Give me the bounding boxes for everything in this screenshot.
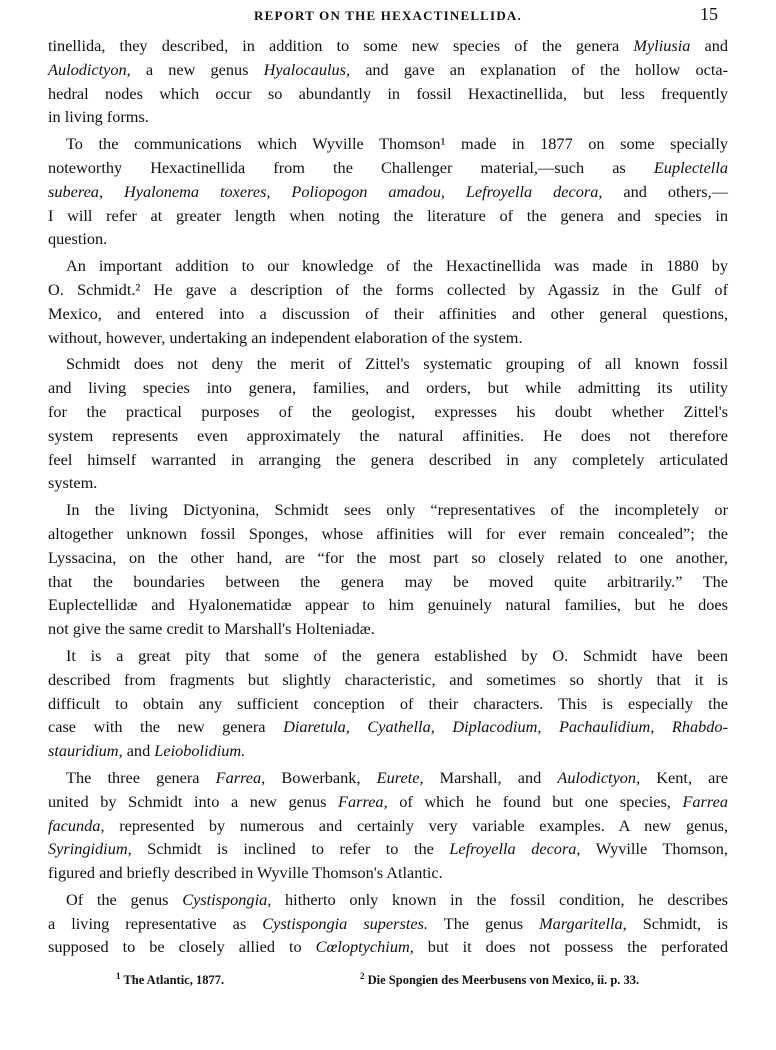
text-span: hedral nodes which occur so abundantly in fossil Hexactinellida, but less frequently [48, 83, 728, 103]
text-span: In the living Dictyonina, Schmidt sees only “representatives of the incompletely or [66, 500, 728, 520]
italic-text: Myliusia [633, 36, 691, 55]
text-span: in living forms. [48, 107, 149, 127]
text-span: I will refer at greater length when noting the literature of the genera and species in [48, 205, 728, 225]
text-span: without, however, undertaking an independent elaboration of the system. [48, 327, 523, 347]
text-span: Schmidt does not deny the merit of Zittel's systematic grouping of all known fossil [66, 354, 728, 374]
italic-text: Aulodictyon, [557, 767, 641, 787]
italic-text: Margaritella, [539, 913, 627, 933]
text-line [48, 498, 728, 522]
paragraph [48, 498, 728, 641]
text-span: supposed to be closely allied to [48, 937, 316, 957]
text-line [48, 814, 728, 838]
text-span: Of the genus [66, 889, 183, 909]
running-title: REPORT ON THE HEXACTINELLIDA. [254, 8, 522, 23]
italic-text: Farrea, [338, 791, 388, 811]
text-line [48, 593, 728, 617]
page-header [48, 4, 728, 28]
text-line [48, 376, 728, 400]
text-span: a living representative as [48, 913, 263, 933]
text-span: Kent, are [640, 767, 729, 787]
footnote-1 [116, 973, 224, 988]
text-line [48, 766, 728, 790]
text-span: O. Schmidt.² He gave a description of the forms collected by Agassiz in the Gulf of [48, 279, 728, 299]
text-span: not give the same credit to Marshall's Holteniadæ. [48, 619, 375, 639]
text-span: but it does not possess the perforated [413, 937, 729, 957]
text-line [48, 715, 728, 739]
paragraph [48, 352, 728, 495]
italic-text: Aulodictyon, [48, 59, 131, 79]
italic-text: Lefroyella decora, [449, 839, 581, 859]
text-span: of which he found but one species, [387, 791, 683, 811]
italic-text: facunda, [48, 815, 105, 835]
italic-text: suberea, Hyalonema toxeres, Poliopogon amadou, Lefroyella decora, [48, 181, 603, 201]
text-span: and living species into genera, families, and orders, but while admitting its utility [48, 378, 728, 398]
text-line [48, 935, 728, 959]
text-line [48, 105, 728, 129]
italic-text: Farrea, [215, 767, 266, 787]
italic-text: Euplectella [653, 157, 728, 177]
text-line [48, 644, 728, 668]
footnote-mark: 2 [360, 971, 365, 981]
text-line [48, 278, 728, 302]
text-line [48, 204, 728, 228]
text-line [48, 837, 728, 861]
italic-text: Farrea [682, 791, 728, 811]
text-line [48, 888, 728, 912]
text-line [48, 522, 728, 546]
text-span: hitherto only known in the fossil condition, he describes [271, 889, 729, 909]
footnote-text: The Atlantic, 1877. [123, 973, 225, 987]
text-span: difficult to obtain any sufficient conception of their characters. This is especially the [48, 693, 728, 713]
text-line [48, 861, 728, 885]
text-span: tinellida, they described, in addition to some new species of the genera [48, 36, 634, 55]
text-line [48, 180, 728, 204]
text-span: figured and briefly described in Wyville Thomson's Atlantic. [48, 863, 443, 883]
italic-text: Diaretula, Cyathella, Diplacodium, Pachaulidium, Rhabdo- [283, 717, 728, 737]
italic-text: Leiobolidium. [154, 741, 246, 761]
paragraph [48, 888, 728, 959]
text-span: a new genus [130, 59, 264, 79]
text-line [48, 352, 728, 376]
paragraph [48, 766, 728, 885]
text-line [48, 254, 728, 278]
text-span: united by Schmidt into a new genus [48, 791, 339, 811]
text-line [48, 546, 728, 570]
text-span: question. [48, 229, 108, 249]
text-span: and [690, 36, 729, 55]
page-number: 15 [700, 4, 718, 24]
paragraph [48, 34, 728, 129]
text-line [48, 692, 728, 716]
italic-text: Cystispongia superstes. [262, 913, 428, 933]
text-span: The genus [428, 913, 540, 933]
text-line [48, 668, 728, 692]
text-span: It is a great pity that some of the genera established by O. Schmidt have been [66, 645, 728, 665]
text-line [48, 790, 728, 814]
text-line [48, 739, 728, 763]
text-span: Marshall, and [423, 767, 558, 787]
text-span: feel himself warranted in arranging the genera described in any completely articulated [48, 449, 728, 469]
text-span: Bowerbank, [265, 767, 377, 787]
text-line [48, 34, 728, 58]
text-line [48, 570, 728, 594]
text-span: and gave an explanation of the hollow octa- [350, 59, 728, 79]
text-span: Schmidt is inclined to refer to the [131, 839, 450, 859]
paragraph [48, 644, 728, 763]
italic-text: Cœloptychium, [315, 937, 414, 957]
footnote-2 [360, 973, 639, 988]
text-span: altogether unknown fossil Sponges, whose affinities will for ever remain concealed”; the [48, 523, 728, 543]
text-span: that the boundaries between the genera may be moved quite arbitrarily.” The [48, 571, 728, 591]
text-line [48, 400, 728, 424]
text-span: and [122, 741, 155, 761]
text-span: Schmidt, is [626, 913, 728, 933]
italic-text: Cystispongia, [182, 889, 272, 909]
text-span: for the practical purposes of the geologist, expresses his doubt whether Zittel's [48, 401, 728, 421]
italic-text: stauridium, [48, 741, 123, 761]
text-line [48, 227, 728, 251]
text-line [48, 132, 728, 156]
text-line [48, 912, 728, 936]
text-span: and others,— [602, 181, 728, 201]
text-span: represented by numerous and certainly very variable examples. A new genus, [104, 815, 728, 835]
text-span: system represents even approximately the natural affinities. He does not therefore [48, 425, 728, 445]
text-line [48, 326, 728, 350]
text-span: The three genera [66, 767, 216, 787]
footnote-text: Die Spongien des Meerbusens von Mexico, ii. p. 33. [367, 973, 640, 987]
body-text [48, 34, 728, 959]
text-line [48, 448, 728, 472]
paragraph [48, 254, 728, 349]
text-line [48, 156, 728, 180]
text-span: An important addition to our knowledge of the Hexactinellida was made in 1880 by [66, 256, 728, 276]
text-span: Mexico, and entered into a discussion of their affinities and other general questions, [48, 303, 728, 323]
paragraph [48, 132, 728, 251]
text-span: noteworthy Hexactinellida from the Challenger material,—such as [48, 157, 654, 177]
italic-text: Syringidium, [48, 839, 132, 859]
italic-text: Hyalocaulus, [263, 59, 351, 79]
text-span: To the communications which Wyville Thomson¹ made in 1877 on some specially [66, 134, 728, 154]
text-line [48, 58, 728, 82]
text-line [48, 471, 728, 495]
text-span: described from fragments but slightly characteristic, and sometimes so shortly that it is [48, 669, 728, 689]
text-line [48, 302, 728, 326]
text-span: case with the new genera [48, 717, 284, 737]
text-line [48, 617, 728, 641]
text-span: Euplectellidæ and Hyalonematidæ appear to him genuinely natural families, but he does [48, 595, 728, 615]
text-span: Lyssacina, on the other hand, are “for the most part so closely related to one another, [48, 547, 728, 567]
text-line [48, 82, 728, 106]
italic-text: Eurete, [376, 767, 424, 787]
text-span: system. [48, 473, 98, 493]
text-line [48, 424, 728, 448]
text-span: Wyville Thomson, [580, 839, 729, 859]
footnote-mark: 1 [116, 971, 121, 981]
